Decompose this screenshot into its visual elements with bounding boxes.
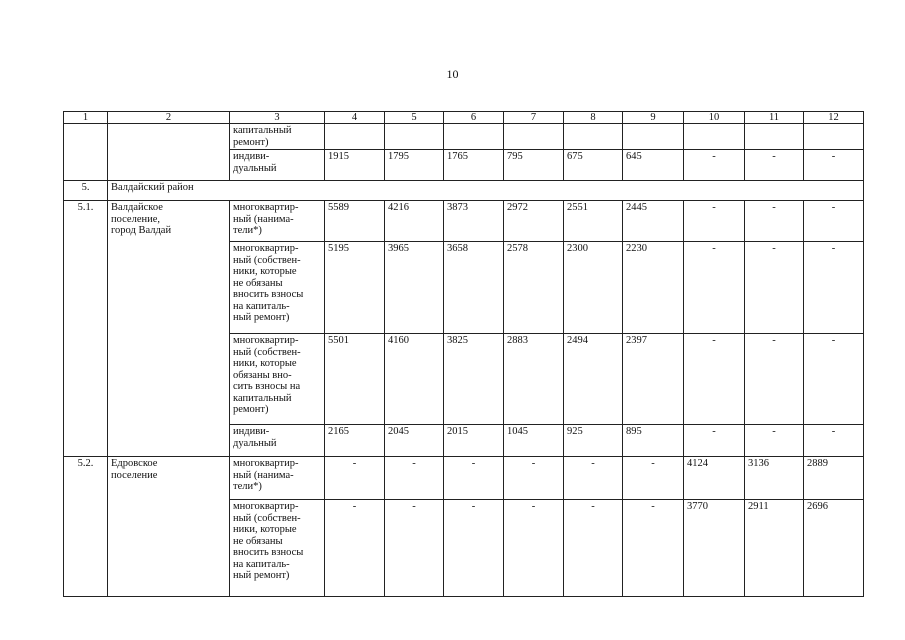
value-cell: - bbox=[444, 457, 504, 500]
value-cell: 1765 bbox=[444, 150, 504, 181]
value-cell: - bbox=[684, 242, 745, 334]
value-cell: - bbox=[684, 201, 745, 242]
value-cell: - bbox=[684, 334, 745, 425]
header-cell: 8 bbox=[564, 112, 623, 124]
value-cell: - bbox=[745, 201, 804, 242]
value-cell: - bbox=[564, 500, 623, 597]
value-cell: 2494 bbox=[564, 334, 623, 425]
header-cell: 2 bbox=[108, 112, 230, 124]
value-cell: 2300 bbox=[564, 242, 623, 334]
value-cell: - bbox=[684, 150, 745, 181]
value-cell: - bbox=[804, 201, 864, 242]
value-cell: 895 bbox=[623, 425, 684, 457]
housing-type-cell: индиви- дуальный bbox=[230, 425, 325, 457]
value-cell: 2883 bbox=[504, 334, 564, 425]
value-cell: 2230 bbox=[623, 242, 684, 334]
value-cell: 2911 bbox=[745, 500, 804, 597]
settlement-name: Валдайское поселение, город Валдай bbox=[108, 201, 230, 457]
value-cell: 2045 bbox=[385, 425, 444, 457]
header-cell: 9 bbox=[623, 112, 684, 124]
value-cell: 645 bbox=[623, 150, 684, 181]
value-cell: 675 bbox=[564, 150, 623, 181]
header-cell: 5 bbox=[385, 112, 444, 124]
value-cell: 3965 bbox=[385, 242, 444, 334]
value-cell: 2165 bbox=[325, 425, 385, 457]
header-cell: 6 bbox=[444, 112, 504, 124]
district-name: Валдайский район bbox=[108, 181, 864, 201]
housing-type-cell: капитальный ремонт) bbox=[230, 124, 325, 150]
header-cell: 3 bbox=[230, 112, 325, 124]
value-cell: - bbox=[623, 457, 684, 500]
settlement-number: 5.1. bbox=[64, 201, 108, 457]
value-cell: - bbox=[444, 500, 504, 597]
header-cell: 7 bbox=[504, 112, 564, 124]
tariff-table bbox=[63, 111, 864, 597]
value-cell: - bbox=[504, 457, 564, 500]
value-cell: - bbox=[684, 425, 745, 457]
value-cell: 2578 bbox=[504, 242, 564, 334]
district-number: 5. bbox=[64, 181, 108, 201]
value-cell: - bbox=[325, 500, 385, 597]
number-cell bbox=[64, 124, 108, 181]
housing-type-cell: многоквартир- ный (собствен- ники, которые обязаны вно- сить взносы на капитальный ремонт) bbox=[230, 334, 325, 425]
value-cell: 1045 bbox=[504, 425, 564, 457]
value-cell: - bbox=[623, 500, 684, 597]
housing-type-cell: индиви- дуальный bbox=[230, 150, 325, 181]
settlement-name: Едровское поселение bbox=[108, 457, 230, 597]
value-cell: 2397 bbox=[623, 334, 684, 425]
header-cell: 10 bbox=[684, 112, 745, 124]
value-cell: - bbox=[804, 425, 864, 457]
value-cell: 3825 bbox=[444, 334, 504, 425]
district-row bbox=[64, 181, 864, 201]
value-cell: - bbox=[385, 500, 444, 597]
housing-type-cell: многоквартир- ный (нанима- тели*) bbox=[230, 201, 325, 242]
header-cell: 4 bbox=[325, 112, 385, 124]
value-cell: - bbox=[564, 457, 623, 500]
value-cell: 2972 bbox=[504, 201, 564, 242]
header-cell: 11 bbox=[745, 112, 804, 124]
page-number: 10 bbox=[446, 67, 459, 81]
value-cell: 4124 bbox=[684, 457, 745, 500]
value-cell: 5195 bbox=[325, 242, 385, 334]
value-cell: - bbox=[804, 242, 864, 334]
value-cell: 2551 bbox=[564, 201, 623, 242]
header-cell: 12 bbox=[804, 112, 864, 124]
settlement-cell bbox=[108, 124, 230, 181]
value-cell: 1915 bbox=[325, 150, 385, 181]
settlement-number: 5.2. bbox=[64, 457, 108, 597]
value-cell: - bbox=[804, 150, 864, 181]
value-cell: - bbox=[745, 242, 804, 334]
housing-type-cell: многоквартир- ный (собствен- ники, которые не обязаны вносить взносы на капиталь- ный ремонт) bbox=[230, 242, 325, 334]
value-cell: 3658 bbox=[444, 242, 504, 334]
value-cell: 5589 bbox=[325, 201, 385, 242]
value-cell: - bbox=[745, 150, 804, 181]
value-cell: 795 bbox=[504, 150, 564, 181]
value-cell: 2696 bbox=[804, 500, 864, 597]
header-row bbox=[64, 112, 864, 124]
value-cell: - bbox=[504, 500, 564, 597]
housing-type-cell: многоквартир- ный (собствен- ники, которые не обязаны вносить взносы на капиталь- ный ремонт) bbox=[230, 500, 325, 597]
value-cell: - bbox=[745, 334, 804, 425]
value-cell: 925 bbox=[564, 425, 623, 457]
value-cell: 2889 bbox=[804, 457, 864, 500]
value-cell: 4160 bbox=[385, 334, 444, 425]
value-cell: 3873 bbox=[444, 201, 504, 242]
value-cell: 4216 bbox=[385, 201, 444, 242]
table-row bbox=[64, 201, 864, 242]
value-cell: 5501 bbox=[325, 334, 385, 425]
table-row bbox=[64, 457, 864, 500]
value-cell: 2445 bbox=[623, 201, 684, 242]
value-cell: 2015 bbox=[444, 425, 504, 457]
value-cell: 3136 bbox=[745, 457, 804, 500]
header-cell: 1 bbox=[64, 112, 108, 124]
value-cell: - bbox=[745, 425, 804, 457]
value-cell: - bbox=[325, 457, 385, 500]
value-cell: 1795 bbox=[385, 150, 444, 181]
value-cell: - bbox=[804, 334, 864, 425]
value-cell: 3770 bbox=[684, 500, 745, 597]
table-row bbox=[64, 124, 864, 150]
value-cell: - bbox=[385, 457, 444, 500]
housing-type-cell: многоквартир- ный (нанима- тели*) bbox=[230, 457, 325, 500]
